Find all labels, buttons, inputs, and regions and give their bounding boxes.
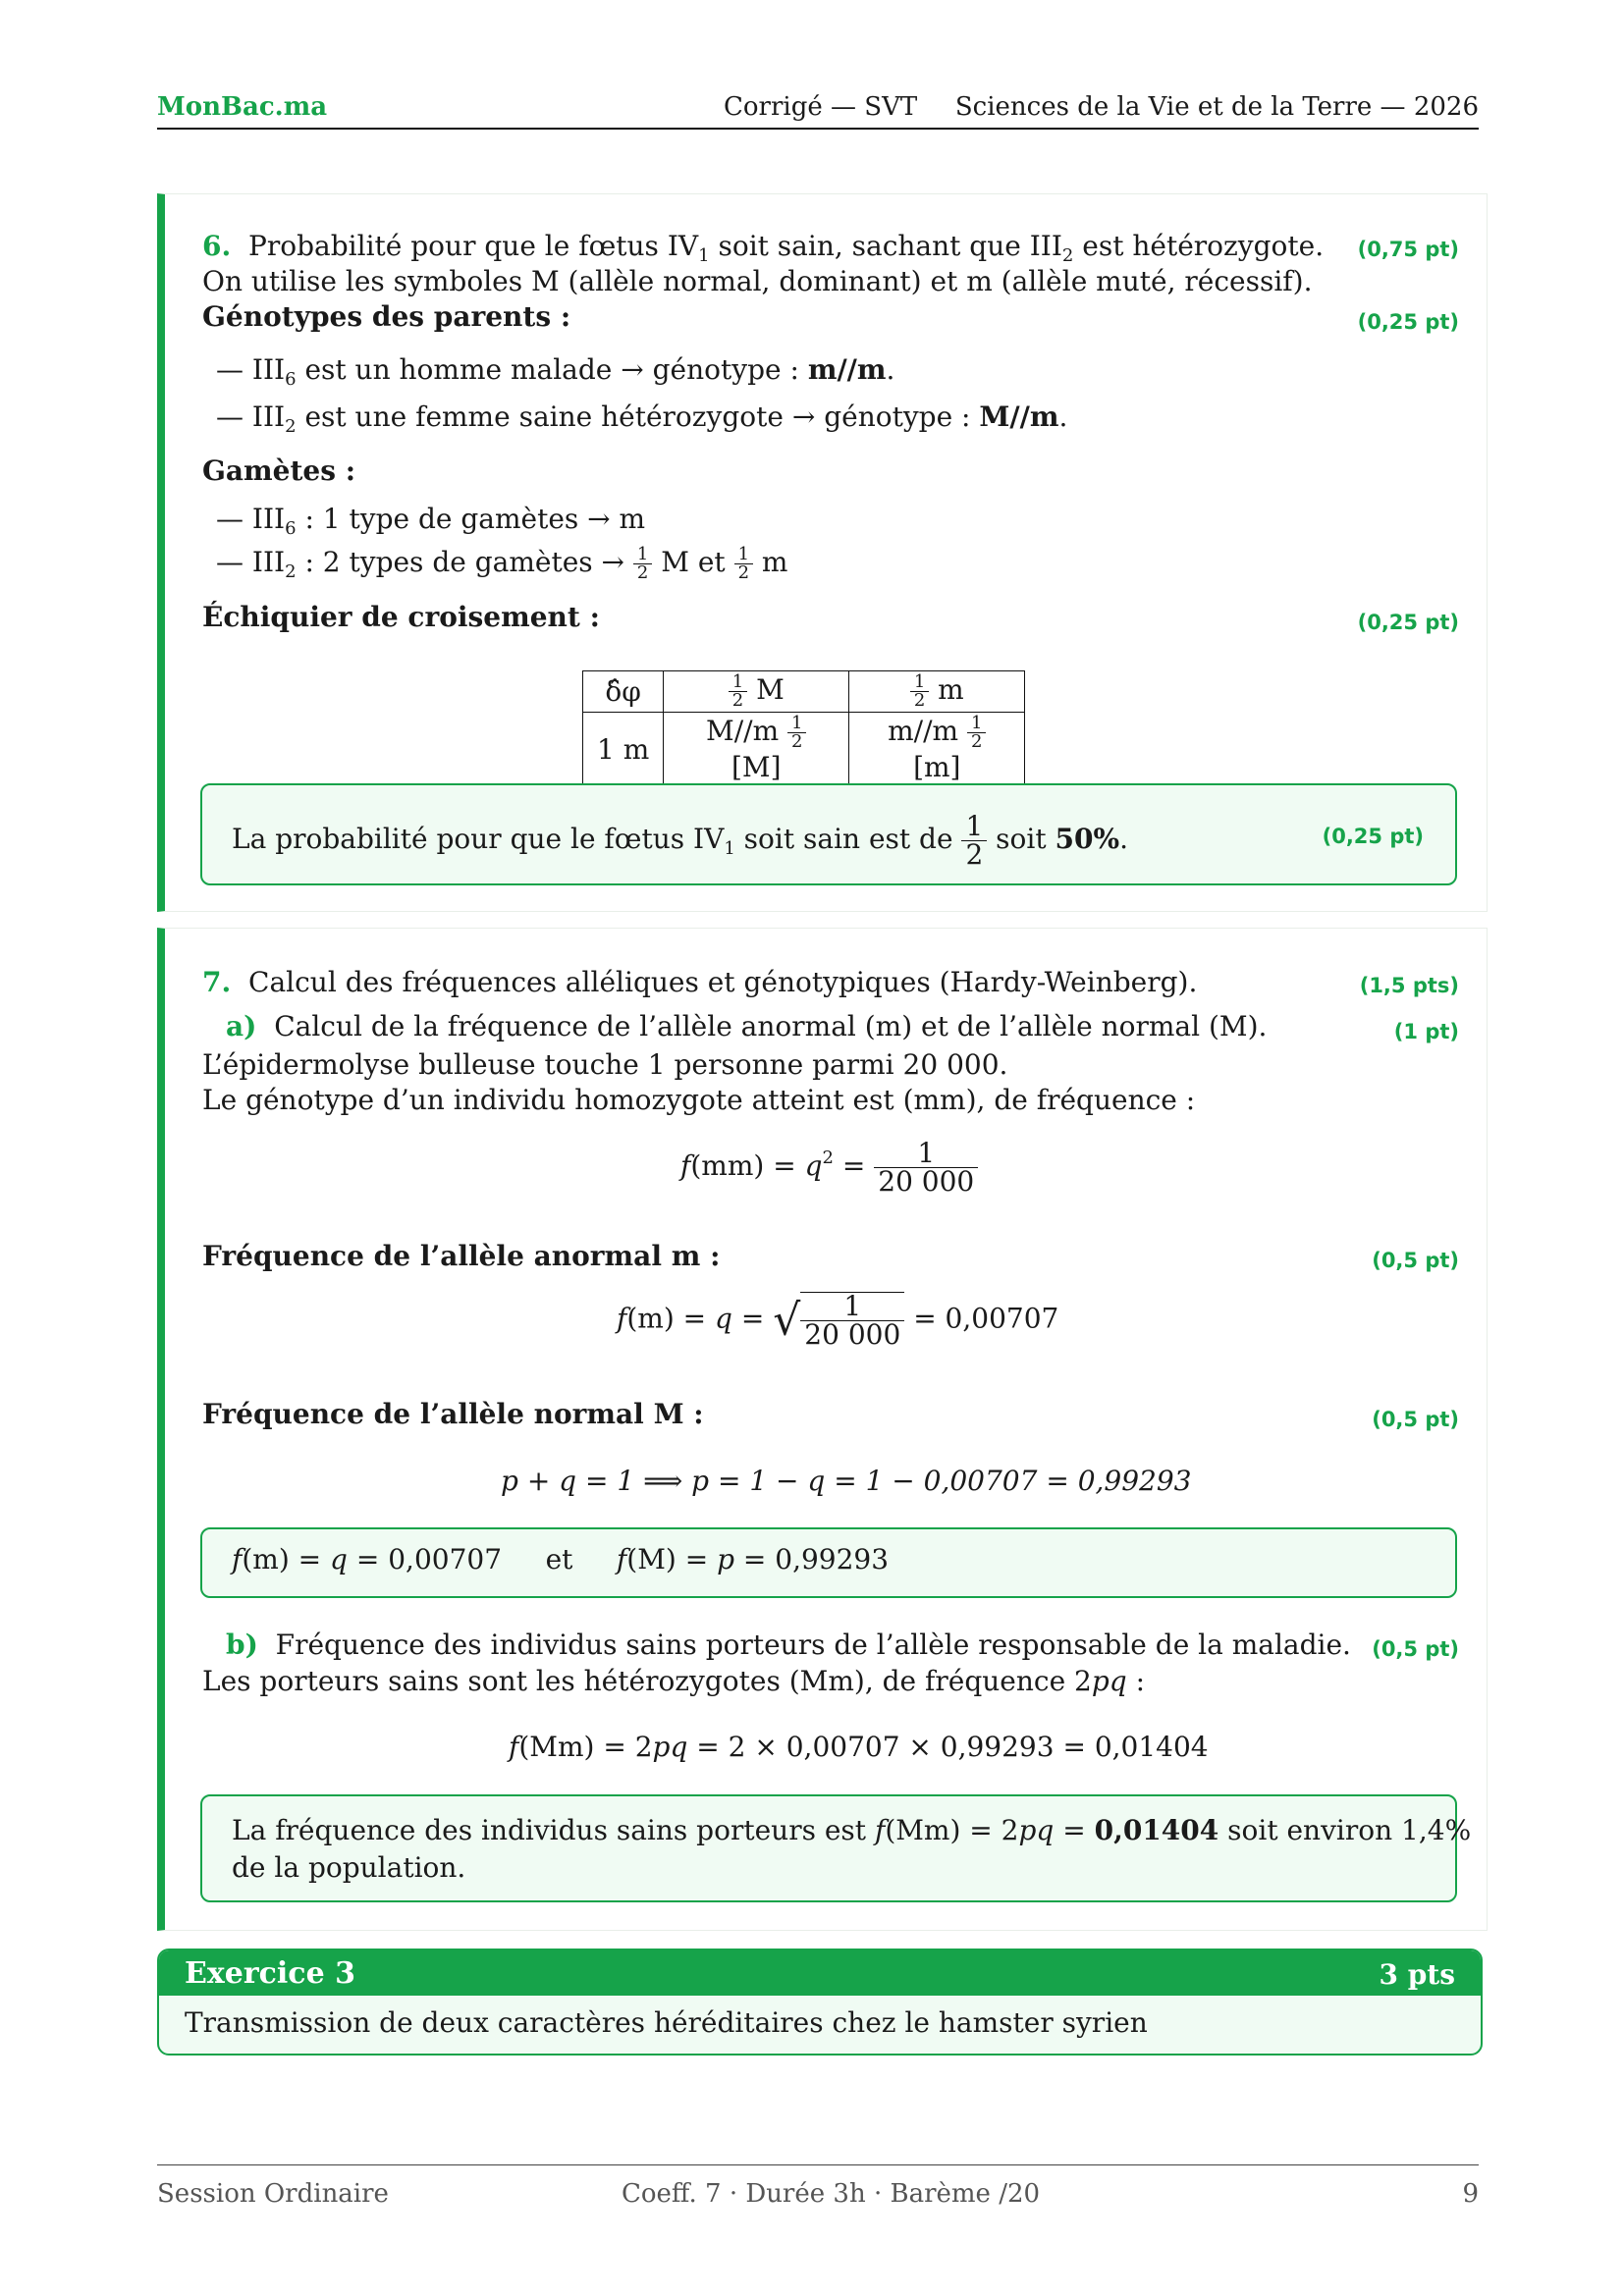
q7b-line-1: Les porteurs sains sont les hétérozygotes (Mm), de fréquence 2pq : [202, 1665, 1146, 1697]
exercise-3-header [159, 1950, 1481, 1996]
punnett-cell-1: M//m $\frac{1}{2}$ [M] [664, 713, 849, 786]
equation-f-Mm: f(Mm) = 2pq = 2 × 0,00707 × 0,99293 = 0,01404 [509, 1731, 1209, 1763]
q6-symbols: On utilise les symboles M (allèle normal, dominant) et m (allèle muté, récessif). [202, 265, 1313, 297]
q7-title: 7. Calcul des fréquences alléliques et génotypiques (Hardy-Weinberg). [202, 966, 1198, 998]
q6-points: (0,75 pt) [1357, 238, 1459, 261]
equation-p-q: p + q = 1 ⟹ p = 1 − q = 1 − 0,00707 = 0,99293 [501, 1465, 1192, 1497]
q6-answer-text: La probabilité pour que le fœtus $IV_1$ soit sain est de $\frac{1}{2}$ soit 50%. [232, 810, 1128, 871]
q7-points: (1,5 pts) [1359, 974, 1459, 997]
punnett-col-2: $\frac{1}{2}$ m [849, 671, 1025, 713]
equation-f-m: f(m) = q = √ $\frac{1}{20 000}$ = 0,00707 [617, 1290, 1059, 1351]
q6-answer-box [200, 783, 1457, 885]
q7b-answer-line-2: de la population. [232, 1851, 466, 1884]
page-number: 9 [1462, 2179, 1479, 2209]
header-center: Corrigé — SVT [724, 92, 918, 122]
q6-answer-points: (0,25 pt) [1322, 825, 1424, 848]
punnett-col-1: $\frac{1}{2}$ M [664, 671, 849, 713]
brand-logo: MonBac.ma [157, 92, 328, 122]
gamete-item-1: — $III_6$ : 1 type de gamètes → m [216, 503, 646, 539]
equation-f-mm: $f(mm) = q^2$ = $\frac{1}{20 000}$ [680, 1140, 978, 1196]
freq-m-heading: Fréquence de l’allèle anormal m : [202, 1240, 721, 1272]
punnett-square [582, 670, 1025, 786]
q7a-line-2: Le génotype d’un individu homozygote atteint est (mm), de fréquence : [202, 1084, 1196, 1116]
q7b-answer-box [200, 1794, 1472, 1902]
q7a-answer-text: f(m) = q = 0,00707 et f(M) = p = 0,99293 [232, 1543, 890, 1575]
header-right: Sciences de la Vie et de la Terre — 2026 [954, 92, 1479, 122]
footer-coeff: Coeff. 7 · Durée 3h · Barème /20 [622, 2179, 1041, 2209]
punnett-row-label: 1 m [583, 713, 664, 786]
exercise-3-banner [157, 1949, 1483, 2056]
footer-session: Session Ordinaire [157, 2179, 389, 2209]
q6-title: 6. Probabilité pour que le fœtus $IV_1$ soit sain, sachant que $III_2$ est hétérozygote. [202, 230, 1325, 266]
question-6-section [157, 193, 1488, 912]
punnett-cell-2: m//m $\frac{1}{2}$ [m] [849, 713, 1025, 786]
exercise-subtitle: Transmission de deux caractères héréditaires chez le hamster syrien [185, 2006, 1148, 2039]
punnett-corner: δ̂φ [583, 671, 664, 713]
echiquier-points: (0,25 pt) [1357, 611, 1459, 634]
genotypes-points: (0,25 pt) [1357, 310, 1459, 334]
freq-M-heading: Fréquence de l’allèle normal M : [202, 1398, 704, 1430]
exercise-points: 3 pts [1379, 1958, 1455, 1991]
freq-M-points: (0,5 pt) [1372, 1408, 1459, 1431]
q7a-answer-box [200, 1527, 1457, 1598]
q7b-points: (0,5 pt) [1372, 1637, 1459, 1661]
freq-m-points: (0,5 pt) [1372, 1249, 1459, 1272]
q7a-points: (1 pt) [1393, 1020, 1459, 1043]
echiquier-heading: Échiquier de croisement : [202, 601, 600, 633]
q7b-title: b) Fréquence des individus sains porteurs de l’allèle responsable de la maladie. [226, 1629, 1351, 1661]
genotypes-heading: Génotypes des parents : [202, 300, 571, 333]
page-header [157, 88, 1479, 130]
question-7-section [157, 928, 1488, 1931]
genotype-item-2: — $III_2$ est une femme saine hétérozygote → génotype : M//m. [216, 400, 1068, 437]
gametes-heading: Gamètes : [202, 454, 356, 487]
genotype-item-1: — $III_6$ est un homme malade → génotype : m//m. [216, 353, 895, 390]
q7a-title: a) Calcul de la fréquence de l’allèle anormal (m) et de l’allèle normal (M). [226, 1010, 1268, 1042]
page-footer [157, 2164, 1479, 2215]
gamete-item-2: — $III_2$ : 2 types de gamètes → $\frac{1}{2}$ M et $\frac{1}{2}$ m [216, 544, 788, 583]
q7b-answer-line-1: La fréquence des individus sains porteurs est f(Mm) = 2pq = 0,01404 soit environ 1,4% [232, 1814, 1472, 1846]
q7a-line-1: L’épidermolyse bulleuse touche 1 personne parmi 20 000. [202, 1048, 1008, 1081]
exercise-title: Exercice 3 [185, 1956, 355, 1991]
